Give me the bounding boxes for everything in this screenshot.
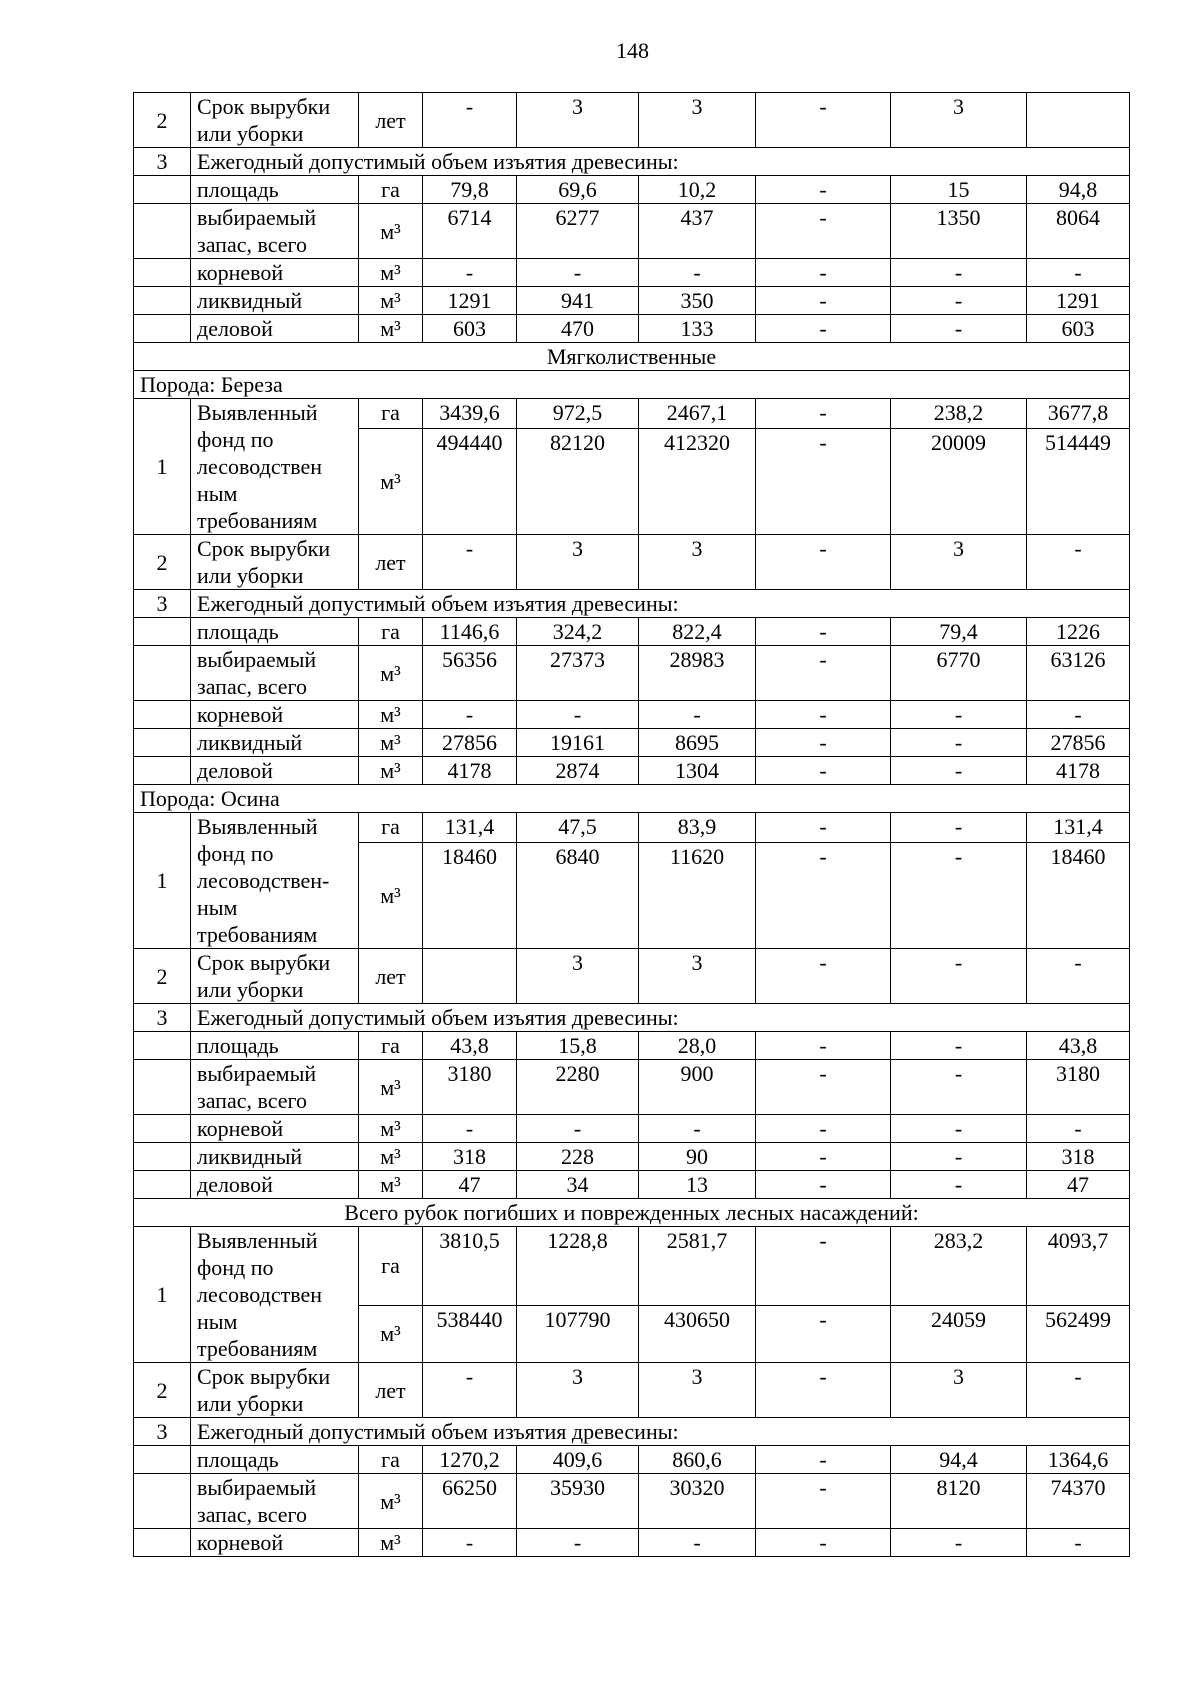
species-aspen (134, 785, 1130, 813)
commercial-row (134, 1171, 1130, 1199)
value-cell: 603 (1027, 315, 1130, 343)
value-cell: 2280 (517, 1060, 639, 1115)
value-cell: - (756, 701, 891, 729)
value-cell (423, 949, 517, 1004)
value-cell: 27856 (423, 729, 517, 757)
value-cell: 1228,8 (517, 1227, 639, 1306)
area-row (134, 176, 1130, 204)
row-number: 3 (134, 148, 191, 176)
value-cell: 900 (639, 1060, 756, 1115)
value-cell: 79,8 (423, 176, 517, 204)
value-cell: - (639, 259, 756, 287)
row-label: деловой (191, 315, 359, 343)
row-number: 1 (134, 1227, 191, 1363)
value-cell: 82120 (517, 428, 639, 534)
value-cell: 437 (639, 204, 756, 259)
value-cell: - (639, 1115, 756, 1143)
value-cell: 3180 (423, 1060, 517, 1115)
num-cell (134, 259, 191, 287)
value-cell: 10,2 (639, 176, 756, 204)
liquid-row (134, 287, 1130, 315)
num-cell (134, 1529, 191, 1557)
section-heading-total-text: Всего рубок погибших и поврежденных лесных насаждений: (134, 1199, 1130, 1227)
unit-cell: м³ (359, 842, 423, 948)
srok-row (134, 949, 1130, 1004)
row-label: площадь (191, 1032, 359, 1060)
row-label: Выявленный фонд по лесоводствен ным требованиям (191, 1227, 359, 1363)
value-cell: - (891, 949, 1027, 1004)
forest-harvest-table (133, 92, 1130, 1557)
value-cell: - (756, 1060, 891, 1115)
value-cell: 2467,1 (639, 399, 756, 429)
unit-cell: м³ (359, 757, 423, 785)
unit-cell: м³ (359, 1060, 423, 1115)
value-cell: 430650 (639, 1305, 756, 1362)
unit-cell: м³ (359, 204, 423, 259)
value-cell: - (756, 1446, 891, 1474)
num-cell (134, 1446, 191, 1474)
volume-row (134, 1060, 1130, 1115)
annual-volume-header-row (134, 590, 1130, 618)
unit-cell: лет (359, 949, 423, 1004)
unit-cell: м³ (359, 701, 423, 729)
value-cell: 6277 (517, 204, 639, 259)
unit-cell: м³ (359, 259, 423, 287)
value-cell: 8695 (639, 729, 756, 757)
value-cell: - (891, 1171, 1027, 1199)
value-cell: - (891, 287, 1027, 315)
value-cell: - (891, 1115, 1027, 1143)
value-cell: - (756, 315, 891, 343)
row-label: площадь (191, 618, 359, 646)
volume-row (134, 1474, 1130, 1529)
unit-cell: м³ (359, 315, 423, 343)
num-cell (134, 757, 191, 785)
value-cell: 318 (423, 1143, 517, 1171)
row-label: выбираемый запас, всего (191, 204, 359, 259)
unit-cell: га (359, 1032, 423, 1060)
value-cell: 2874 (517, 757, 639, 785)
value-cell: - (891, 842, 1027, 948)
value-cell: 972,5 (517, 399, 639, 429)
value-cell: - (756, 618, 891, 646)
unit-cell: м³ (359, 1171, 423, 1199)
value-cell: 63126 (1027, 646, 1130, 701)
value-cell: - (891, 259, 1027, 287)
commercial-row (134, 315, 1130, 343)
srok-row (134, 535, 1130, 590)
value-cell: - (756, 287, 891, 315)
value-cell: 1291 (423, 287, 517, 315)
value-cell: - (756, 399, 891, 429)
value-cell: 3 (517, 1363, 639, 1418)
value-cell: 4093,7 (1027, 1227, 1130, 1306)
value-cell: - (756, 259, 891, 287)
num-cell (134, 315, 191, 343)
species-birch-text: Порода: Береза (134, 371, 1130, 399)
row-label: выбираемый запас, всего (191, 1474, 359, 1529)
value-cell: - (1027, 1115, 1130, 1143)
value-cell: - (517, 1529, 639, 1557)
value-cell: 3 (639, 949, 756, 1004)
value-cell: - (517, 1115, 639, 1143)
liquid-row (134, 729, 1130, 757)
value-cell: 133 (639, 315, 756, 343)
value-cell: 47 (1027, 1171, 1130, 1199)
value-cell: - (1027, 535, 1130, 590)
value-cell: - (756, 813, 891, 843)
value-cell: - (756, 1305, 891, 1362)
value-cell: 69,6 (517, 176, 639, 204)
value-cell: - (517, 701, 639, 729)
num-cell (134, 1474, 191, 1529)
value-cell: 3 (891, 535, 1027, 590)
unit-cell: м³ (359, 1115, 423, 1143)
section-heading-soft-text: Мягколиственные (134, 343, 1130, 371)
row-number: 2 (134, 1363, 191, 1418)
value-cell: 3 (517, 93, 639, 148)
srok-row (134, 1363, 1130, 1418)
unit-cell: м³ (359, 1305, 423, 1362)
unit-cell: м³ (359, 1474, 423, 1529)
value-cell: 3677,8 (1027, 399, 1130, 429)
row-label: Ежегодный допустимый объем изъятия древесины: (191, 590, 1130, 618)
value-cell: - (1027, 1529, 1130, 1557)
value-cell: 941 (517, 287, 639, 315)
row-label: ликвидный (191, 729, 359, 757)
annual-volume-header-row (134, 148, 1130, 176)
value-cell: 94,8 (1027, 176, 1130, 204)
value-cell: 35930 (517, 1474, 639, 1529)
annual-volume-header-row (134, 1418, 1130, 1446)
row-number: 2 (134, 949, 191, 1004)
value-cell: 18460 (423, 842, 517, 948)
value-cell: - (891, 1143, 1027, 1171)
value-cell: 74370 (1027, 1474, 1130, 1529)
volume-row (134, 204, 1130, 259)
value-cell: - (756, 1171, 891, 1199)
area-row (134, 1446, 1130, 1474)
row-label: Ежегодный допустимый объем изъятия древесины: (191, 148, 1130, 176)
row-label: Ежегодный допустимый объем изъятия древесины: (191, 1004, 1130, 1032)
row-number: 3 (134, 1004, 191, 1032)
value-cell: 43,8 (423, 1032, 517, 1060)
root-row (134, 1115, 1130, 1143)
value-cell: 24059 (891, 1305, 1027, 1362)
value-cell: 3 (891, 1363, 1027, 1418)
row-label: Срок вырубки или уборки (191, 535, 359, 590)
value-cell: - (1027, 1363, 1130, 1418)
annual-volume-header-row (134, 1004, 1130, 1032)
value-cell: 66250 (423, 1474, 517, 1529)
value-cell: 1350 (891, 204, 1027, 259)
row-label: корневой (191, 701, 359, 729)
value-cell: - (891, 757, 1027, 785)
value-cell: 43,8 (1027, 1032, 1130, 1060)
value-cell: - (639, 701, 756, 729)
value-cell: 8120 (891, 1474, 1027, 1529)
value-cell: - (891, 315, 1027, 343)
row-label: выбираемый запас, всего (191, 1060, 359, 1115)
row-label: корневой (191, 259, 359, 287)
row-label: Выявленный фонд по лесоводствен-ным требованиям (191, 813, 359, 949)
value-cell: - (423, 1363, 517, 1418)
num-cell (134, 287, 191, 315)
value-cell: 1270,2 (423, 1446, 517, 1474)
value-cell: 6714 (423, 204, 517, 259)
value-cell: 1146,6 (423, 618, 517, 646)
value-cell: 350 (639, 287, 756, 315)
value-cell: 107790 (517, 1305, 639, 1362)
row-label: ликвидный (191, 1143, 359, 1171)
value-cell: 19161 (517, 729, 639, 757)
value-cell: 1304 (639, 757, 756, 785)
value-cell: - (517, 259, 639, 287)
value-cell: - (756, 176, 891, 204)
unit-cell: лет (359, 1363, 423, 1418)
value-cell (1027, 93, 1130, 148)
value-cell: - (756, 1115, 891, 1143)
value-cell: - (891, 701, 1027, 729)
unit-cell: га (359, 813, 423, 843)
row-label: площадь (191, 1446, 359, 1474)
num-cell (134, 1115, 191, 1143)
value-cell: 3 (517, 535, 639, 590)
value-cell: 603 (423, 315, 517, 343)
value-cell: 318 (1027, 1143, 1130, 1171)
num-cell (134, 1143, 191, 1171)
value-cell: 562499 (1027, 1305, 1130, 1362)
row-label: Выявленный фонд по лесоводствен ным требованиям (191, 399, 359, 535)
value-cell: 6770 (891, 646, 1027, 701)
liquid-row (134, 1143, 1130, 1171)
unit-cell: лет (359, 535, 423, 590)
value-cell: - (756, 757, 891, 785)
value-cell: - (756, 428, 891, 534)
value-cell: - (423, 93, 517, 148)
value-cell: 47,5 (517, 813, 639, 843)
value-cell: 860,6 (639, 1446, 756, 1474)
value-cell: - (756, 842, 891, 948)
value-cell: - (423, 535, 517, 590)
fund-row-ha (134, 813, 1130, 843)
value-cell: - (1027, 701, 1130, 729)
value-cell: 83,9 (639, 813, 756, 843)
value-cell: - (423, 1529, 517, 1557)
value-cell: - (891, 1529, 1027, 1557)
value-cell: - (756, 1032, 891, 1060)
fund-row-ha (134, 1227, 1130, 1306)
num-cell (134, 1171, 191, 1199)
species-birch (134, 371, 1130, 399)
value-cell: - (756, 646, 891, 701)
unit-cell: м³ (359, 646, 423, 701)
value-cell: 3 (517, 949, 639, 1004)
row-number: 2 (134, 93, 191, 148)
value-cell: 1291 (1027, 287, 1130, 315)
value-cell: - (756, 729, 891, 757)
unit-cell: м³ (359, 287, 423, 315)
row-label: выбираемый запас, всего (191, 646, 359, 701)
row-label: Ежегодный допустимый объем изъятия древесины: (191, 1418, 1130, 1446)
row-number: 3 (134, 1418, 191, 1446)
value-cell: 3810,5 (423, 1227, 517, 1306)
value-cell: - (891, 1032, 1027, 1060)
value-cell: - (756, 535, 891, 590)
num-cell (134, 204, 191, 259)
value-cell: - (891, 729, 1027, 757)
value-cell: 538440 (423, 1305, 517, 1362)
section-heading-total (134, 1199, 1130, 1227)
value-cell: 822,4 (639, 618, 756, 646)
row-label: деловой (191, 1171, 359, 1199)
unit-cell: м³ (359, 428, 423, 534)
value-cell: 8064 (1027, 204, 1130, 259)
unit-cell: м³ (359, 1143, 423, 1171)
value-cell: 3 (639, 1363, 756, 1418)
value-cell: 3 (891, 93, 1027, 148)
num-cell (134, 618, 191, 646)
page-number: 148 (616, 38, 649, 63)
row-number: 3 (134, 590, 191, 618)
volume-row (134, 646, 1130, 701)
value-cell: 494440 (423, 428, 517, 534)
row-number: 2 (134, 535, 191, 590)
root-row (134, 701, 1130, 729)
value-cell: 15 (891, 176, 1027, 204)
value-cell: 3180 (1027, 1060, 1130, 1115)
value-cell: 34 (517, 1171, 639, 1199)
value-cell: 131,4 (1027, 813, 1130, 843)
value-cell: 1364,6 (1027, 1446, 1130, 1474)
row-label: Срок вырубки или уборки (191, 93, 359, 148)
unit-cell: лет (359, 93, 423, 148)
value-cell: 470 (517, 315, 639, 343)
num-cell (134, 176, 191, 204)
value-cell: 90 (639, 1143, 756, 1171)
value-cell: 283,2 (891, 1227, 1027, 1306)
row-label: Срок вырубки или уборки (191, 949, 359, 1004)
row-number: 1 (134, 813, 191, 949)
section-heading-soft (134, 343, 1130, 371)
value-cell: 514449 (1027, 428, 1130, 534)
value-cell: - (423, 701, 517, 729)
value-cell: 3 (639, 93, 756, 148)
value-cell: 6840 (517, 842, 639, 948)
value-cell: 412320 (639, 428, 756, 534)
row-label: корневой (191, 1529, 359, 1557)
value-cell: 228 (517, 1143, 639, 1171)
srok-row (134, 93, 1130, 148)
value-cell: 3439,6 (423, 399, 517, 429)
row-label: Срок вырубки или уборки (191, 1363, 359, 1418)
value-cell: 4178 (1027, 757, 1130, 785)
num-cell (134, 729, 191, 757)
value-cell: 28983 (639, 646, 756, 701)
value-cell: - (756, 1363, 891, 1418)
value-cell: 131,4 (423, 813, 517, 843)
value-cell: 56356 (423, 646, 517, 701)
num-cell (134, 1060, 191, 1115)
value-cell: - (891, 1060, 1027, 1115)
num-cell (134, 1032, 191, 1060)
value-cell: 27856 (1027, 729, 1130, 757)
row-number: 1 (134, 399, 191, 535)
value-cell: - (423, 259, 517, 287)
value-cell: 3 (639, 535, 756, 590)
value-cell: - (1027, 949, 1130, 1004)
value-cell: - (756, 1474, 891, 1529)
unit-cell: га (359, 1446, 423, 1474)
unit-cell: га (359, 618, 423, 646)
value-cell: - (756, 1529, 891, 1557)
value-cell: 18460 (1027, 842, 1130, 948)
value-cell: 1226 (1027, 618, 1130, 646)
root-row (134, 1529, 1130, 1557)
value-cell: 13 (639, 1171, 756, 1199)
value-cell: - (756, 949, 891, 1004)
value-cell: - (1027, 259, 1130, 287)
value-cell: 409,6 (517, 1446, 639, 1474)
root-row (134, 259, 1130, 287)
row-label: корневой (191, 1115, 359, 1143)
value-cell: - (756, 1227, 891, 1306)
value-cell: 20009 (891, 428, 1027, 534)
species-aspen-text: Порода: Осина (134, 785, 1130, 813)
unit-cell: га (359, 176, 423, 204)
value-cell: 324,2 (517, 618, 639, 646)
num-cell (134, 646, 191, 701)
unit-cell: м³ (359, 729, 423, 757)
row-label: площадь (191, 176, 359, 204)
value-cell: - (756, 1143, 891, 1171)
value-cell: 2581,7 (639, 1227, 756, 1306)
value-cell: - (639, 1529, 756, 1557)
area-row (134, 618, 1130, 646)
value-cell: 238,2 (891, 399, 1027, 429)
row-label: деловой (191, 757, 359, 785)
unit-cell: га (359, 399, 423, 429)
value-cell: - (756, 93, 891, 148)
unit-cell: га (359, 1227, 423, 1306)
value-cell: - (423, 1115, 517, 1143)
value-cell: 30320 (639, 1474, 756, 1529)
unit-cell: м³ (359, 1529, 423, 1557)
value-cell: 28,0 (639, 1032, 756, 1060)
value-cell: 11620 (639, 842, 756, 948)
commercial-row (134, 757, 1130, 785)
value-cell: - (756, 204, 891, 259)
area-row (134, 1032, 1130, 1060)
row-label: ликвидный (191, 287, 359, 315)
fund-row-ha (134, 399, 1130, 429)
value-cell: 4178 (423, 757, 517, 785)
value-cell: - (891, 813, 1027, 843)
value-cell: 27373 (517, 646, 639, 701)
value-cell: 47 (423, 1171, 517, 1199)
num-cell (134, 701, 191, 729)
value-cell: 94,4 (891, 1446, 1027, 1474)
value-cell: 79,4 (891, 618, 1027, 646)
value-cell: 15,8 (517, 1032, 639, 1060)
